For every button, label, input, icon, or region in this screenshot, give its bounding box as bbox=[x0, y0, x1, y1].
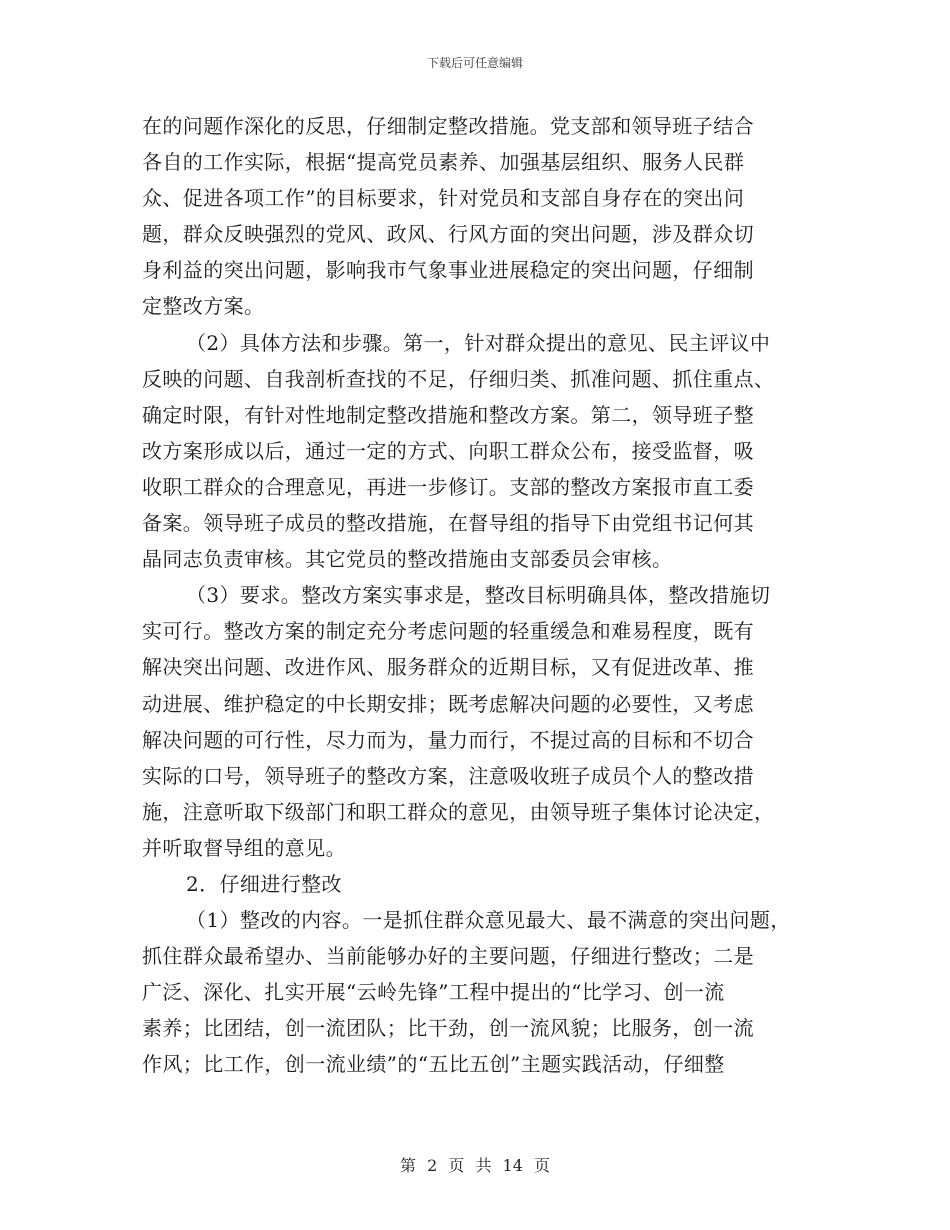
page-header: 下载后可任意编辑 bbox=[426, 56, 523, 70]
text-line: 解决突出问题、改进作风、服务群众的近期目标，又有促进改革、推 bbox=[142, 655, 754, 680]
text-line: 抓住群众最希望办、当前能够办好的主要问题，仔细进行整改；二是 bbox=[142, 944, 754, 969]
text-line: 实际的口号，领导班子的整改方案，注意吸收班子成员个人的整改措 bbox=[142, 763, 754, 788]
text-line: 定整改方案。 bbox=[142, 294, 265, 319]
text-line: 在的问题作深化的反思，仔细制定整改措施。党支部和领导班子结合 bbox=[142, 114, 754, 138]
text-line: 晶同志负责审核。其它党员的整改措施由支部委员会审核。 bbox=[142, 547, 673, 572]
page-number: 第 2 页 共 14 页 bbox=[400, 1156, 550, 1175]
text-line: 素养；比团结，创一流团队；比干劲，创一流风貌；比服务，创一流 bbox=[142, 1016, 754, 1041]
text-line: 改方案形成以后，通过一定的方式、向职工群众公布，接受监督，吸 bbox=[142, 438, 754, 463]
text-line: 众、促进各项工作”的目标要求，针对党员和支部自身存在的突出问 bbox=[142, 186, 745, 211]
text-line: 身利益的突出问题，影响我市气象事业进展稳定的突出问题，仔细制 bbox=[142, 258, 754, 283]
text-line: 题，群众反映强烈的党风、政风、行风方面的突出问题，涉及群众切 bbox=[142, 222, 754, 247]
text-line: 备案。领导班子成员的整改措施，在督导组的指导下由党组书记何其 bbox=[142, 511, 754, 536]
text-line: 收职工群众的合理意见，再进一步修订。支部的整改方案报市直工委 bbox=[142, 474, 754, 499]
text-line: （3）要求。整改方案实事求是，整改目标明确具体，整改措施切 bbox=[186, 583, 771, 608]
text-line: （1）整改的内容。一是抓住群众意见最大、最不满意的突出问题， bbox=[186, 908, 791, 933]
text-line: 各自的工作实际，根据“提高党员素养、加强基层组织、服务人民群 bbox=[142, 150, 745, 175]
text-line: 广泛、深化、扎实开展“云岭先锋”工程中提出的“比学习、创一流 bbox=[142, 980, 725, 1005]
text-line: （2）具体方法和步骤。第一，针对群众提出的意见、民主评议中 bbox=[186, 330, 771, 355]
text-line: 并听取督导组的意见。 bbox=[142, 835, 346, 860]
body-text bbox=[142, 108, 822, 1083]
text-line: 反映的问题、自我剖析查找的不足，仔细归类、抓准问题、抓住重点、 bbox=[142, 366, 775, 391]
text-line: 确定时限，有针对性地制定整改措施和整改方案。第二，领导班子整 bbox=[142, 402, 754, 427]
text-line: 解决问题的可行性，尽力而为，量力而行，不提过高的目标和不切合 bbox=[142, 727, 754, 752]
text-line: 作风；比工作，创一流业绩”的“五比五创”主题实践活动，仔细整 bbox=[142, 1052, 725, 1077]
text-line: 实可行。整改方案的制定充分考虑问题的轻重缓急和难易程度，既有 bbox=[142, 619, 754, 644]
text-line: 动进展、维护稳定的中长期安排；既考虑解决问题的必要性，又考虑 bbox=[142, 691, 754, 716]
text-line: 施，注意听取下级部门和职工群众的意见，由领导班子集体讨论决定， bbox=[142, 799, 775, 824]
section-heading: 2．仔细进行整改 bbox=[186, 871, 342, 896]
